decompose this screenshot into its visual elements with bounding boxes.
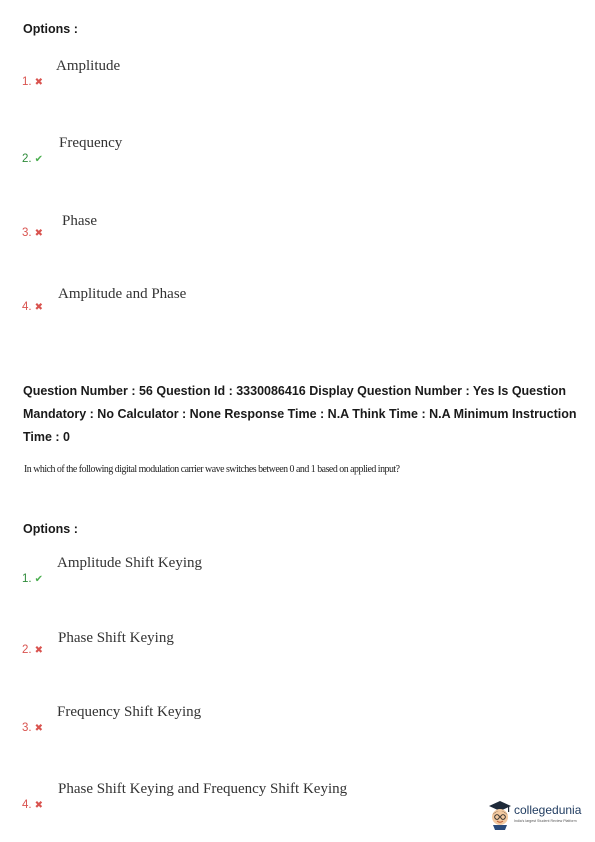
option-item	[0, 630, 595, 670]
option-text: Phase Shift Keying	[58, 630, 174, 646]
option-number: 3. ✖	[22, 722, 43, 734]
logo-name: collegedunia	[514, 803, 582, 817]
option-item	[0, 704, 595, 744]
wrong-mark-icon: ✖	[34, 302, 43, 313]
option-number: 3. ✖	[22, 227, 43, 239]
wrong-mark-icon: ✖	[34, 77, 43, 88]
collegedunia-logo	[488, 800, 590, 834]
option-number: 2. ✔	[22, 153, 43, 165]
option-number: 2. ✖	[22, 644, 43, 656]
option-item	[0, 286, 595, 326]
question-meta: Question Number : 56 Question Id : 3330086416 Display Question Number : Yes Is Question Mandatory : No Calculator : None Response Time : N.A Think Time : N.A Minimum Instruction Time : 0	[23, 384, 577, 444]
option-number: 1. ✖	[22, 76, 43, 88]
option-item	[0, 555, 595, 595]
option-item	[0, 213, 595, 253]
option-text: Phase Shift Keying and Frequency Shift Keying	[58, 781, 348, 797]
option-text: Frequency	[59, 135, 123, 151]
question-text: In which of the following digital modulation carrier wave switches between 0 and 1 based on applied input?	[24, 463, 400, 475]
option-item	[0, 135, 595, 175]
correct-check-icon: ✔	[34, 154, 43, 165]
wrong-mark-icon: ✖	[34, 228, 43, 239]
option-number: 4. ✖	[22, 301, 43, 313]
option-number: 1. ✔	[22, 573, 43, 585]
option-text: Frequency Shift Keying	[57, 704, 202, 720]
wrong-mark-icon: ✖	[34, 723, 43, 734]
options-heading: Options :	[23, 522, 78, 536]
option-text: Amplitude	[56, 58, 121, 74]
option-number: 4. ✖	[22, 799, 43, 811]
graduate-avatar-icon	[488, 800, 512, 830]
wrong-mark-icon: ✖	[34, 800, 43, 811]
correct-check-icon: ✔	[34, 574, 43, 585]
option-text: Amplitude Shift Keying	[57, 555, 202, 571]
options-heading: Options :	[23, 22, 78, 36]
option-item	[0, 58, 595, 98]
option-text: Phase	[62, 213, 97, 229]
wrong-mark-icon: ✖	[34, 645, 43, 656]
logo-tagline: India's largest Student Review Platform	[514, 819, 577, 823]
option-text: Amplitude and Phase	[58, 286, 187, 302]
